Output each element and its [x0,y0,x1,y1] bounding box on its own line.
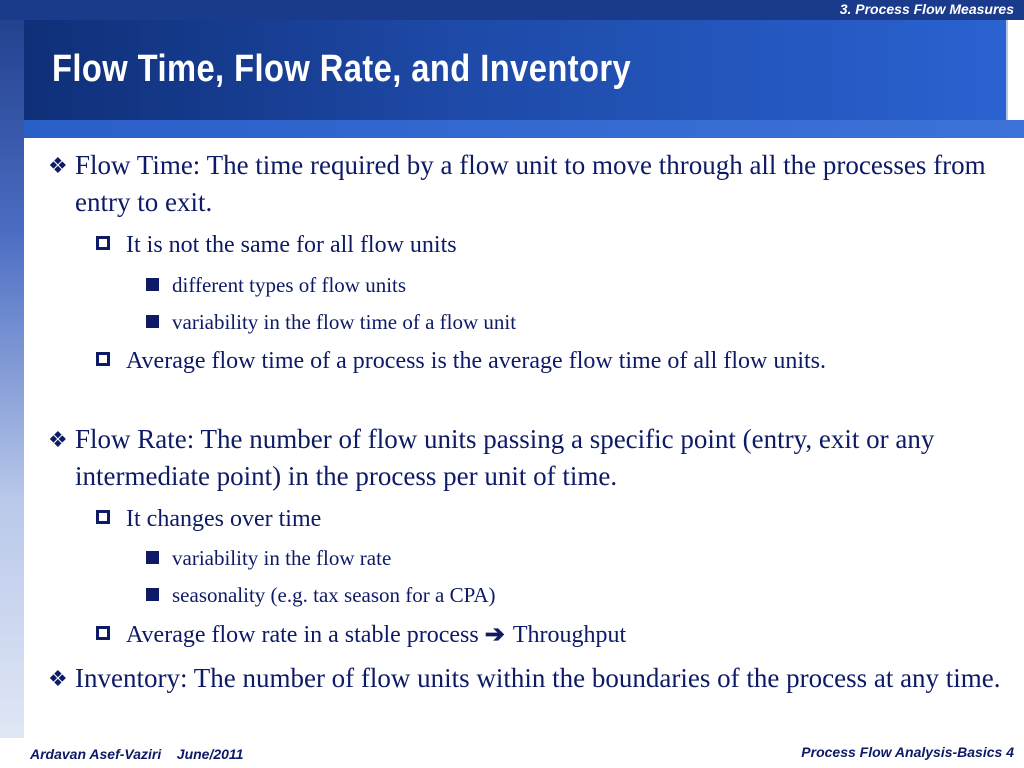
bullet-text: variability in the flow rate [172,546,392,570]
hollow-square-bullet-icon [96,236,110,250]
sub-sub-bullet-seasonality [146,580,1006,610]
hollow-square-bullet-icon [96,510,110,524]
sub-bullet-not-same [96,228,996,262]
bullet-text: Average flow time of a process is the average flow time of all flow units. [126,348,826,374]
filled-square-bullet-icon [146,551,159,564]
filled-square-bullet-icon [146,278,159,291]
hollow-square-bullet-icon [96,352,110,366]
sub-bullet-average-flow-rate [96,618,996,652]
page-number-small: 4 [998,241,1006,257]
bullet-flow-rate [48,421,1018,495]
footer-course: Process Flow Analysis-Basics [801,744,1003,760]
bullet-text: It is not the same for all flow units [126,232,457,258]
bullet-text: Flow Time: The time required by a flow unit to move through all the processes from entry to exit. [75,150,986,217]
throughput-text: Throughput [512,622,627,648]
sub-sub-bullet-rate-variability [146,543,1006,573]
sub-sub-bullet-variability [146,307,1006,337]
diamond-bullet-icon: ❖ [48,666,68,691]
sub-bullet-changes [96,502,996,536]
footer-date: June/2011 [176,746,244,762]
footer-author-date [30,746,243,762]
section-label: 3. Process Flow Measures [839,1,1014,17]
filled-square-bullet-icon [146,588,159,601]
bullet-text: It changes over time [126,506,322,532]
bullet-text [96,618,996,652]
hollow-square-bullet-icon [96,626,110,640]
bullet-text: Flow Rate: The number of flow units passing a specific point (entry, exit or any intermediate point) in the process per unit of time. [75,424,935,491]
footer-course-page [801,744,1014,760]
sub-bullet-average-flow-time [96,344,996,378]
sub-sub-bullet-types [146,270,1006,300]
bullet-inventory [48,660,1018,697]
right-arrow-icon: ➔ [484,622,505,648]
diamond-bullet-icon: ❖ [48,427,68,452]
diamond-bullet-icon: ❖ [48,153,68,178]
bullet-text: different types of flow units [172,273,407,297]
bullet-flow-time [48,147,1018,221]
slide-title: Flow Time, Flow Rate, and Inventory [52,48,632,90]
bullet-text: Inventory: The number of flow units within the boundaries of the process at any time. [75,663,1001,693]
footer-author: Ardavan Asef-Vaziri [30,746,162,762]
footer-page-number: 4 [1006,744,1014,760]
average-flow-rate-text: Average flow rate in a stable process [126,622,479,648]
filled-square-bullet-icon [146,315,159,328]
bullet-text: variability in the flow time of a flow unit [172,310,517,334]
bullet-text: seasonality (e.g. tax season for a CPA) [172,583,496,607]
